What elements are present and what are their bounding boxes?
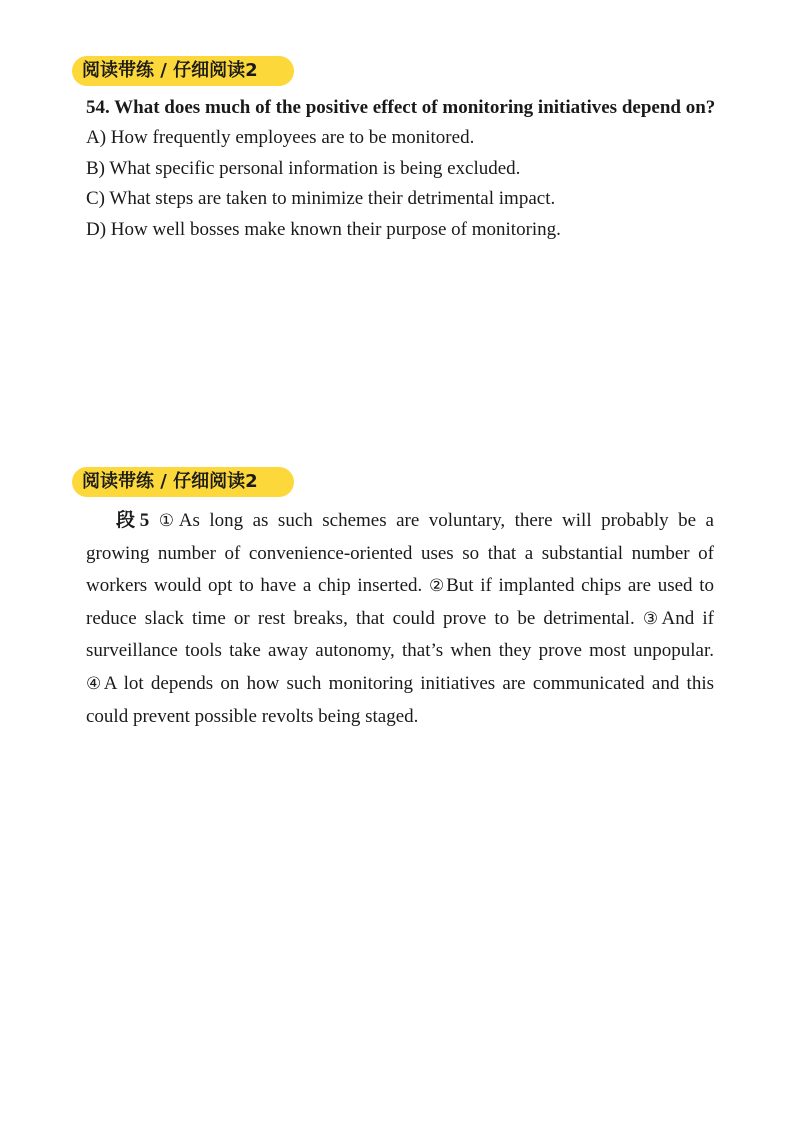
option-a: A) How frequently employees are to be monitored. <box>86 127 475 148</box>
sentence-text: And if surveillance tools take away autonomy, that’s when they prove most unpopular. <box>86 607 714 662</box>
question-block <box>86 93 726 245</box>
sentence-number: ④ <box>86 673 104 694</box>
option-d: D) How well bosses make known their purpose of monitoring. <box>86 218 561 240</box>
section-tag-2: 阅读带练 / 仔细阅读2 <box>72 467 294 497</box>
sentence-text: A lot depends on how such monitoring initiatives are communicated and this could prevent possible revolts being staged. <box>86 672 714 727</box>
question-title: 54. What does much of the positive effect of monitoring initiatives depend on? <box>86 97 716 118</box>
option-c: C) What steps are taken to minimize their detrimental impact. <box>86 188 556 209</box>
option-b: B) What specific personal information is being excluded. <box>86 157 521 179</box>
section-tag: 阅读带练 / 仔细阅读2 <box>72 56 294 86</box>
passage-paragraph <box>86 505 714 733</box>
paragraph-label: 段5 <box>116 510 150 531</box>
sentence-number: ① <box>158 511 179 531</box>
sentence-number: ② <box>428 576 447 597</box>
options-list <box>86 123 726 245</box>
sentence-number: ③ <box>642 608 662 629</box>
sentence-text: As long as such schemes are voluntary, there will probably be a growing number of convenience-oriented uses so that a substantial number of workers would opt to have a chip inserted. <box>86 510 714 597</box>
sentence-text: But if implanted chips are used to reduce slack time or rest breaks, that could prove to be detrimental. <box>86 575 714 629</box>
